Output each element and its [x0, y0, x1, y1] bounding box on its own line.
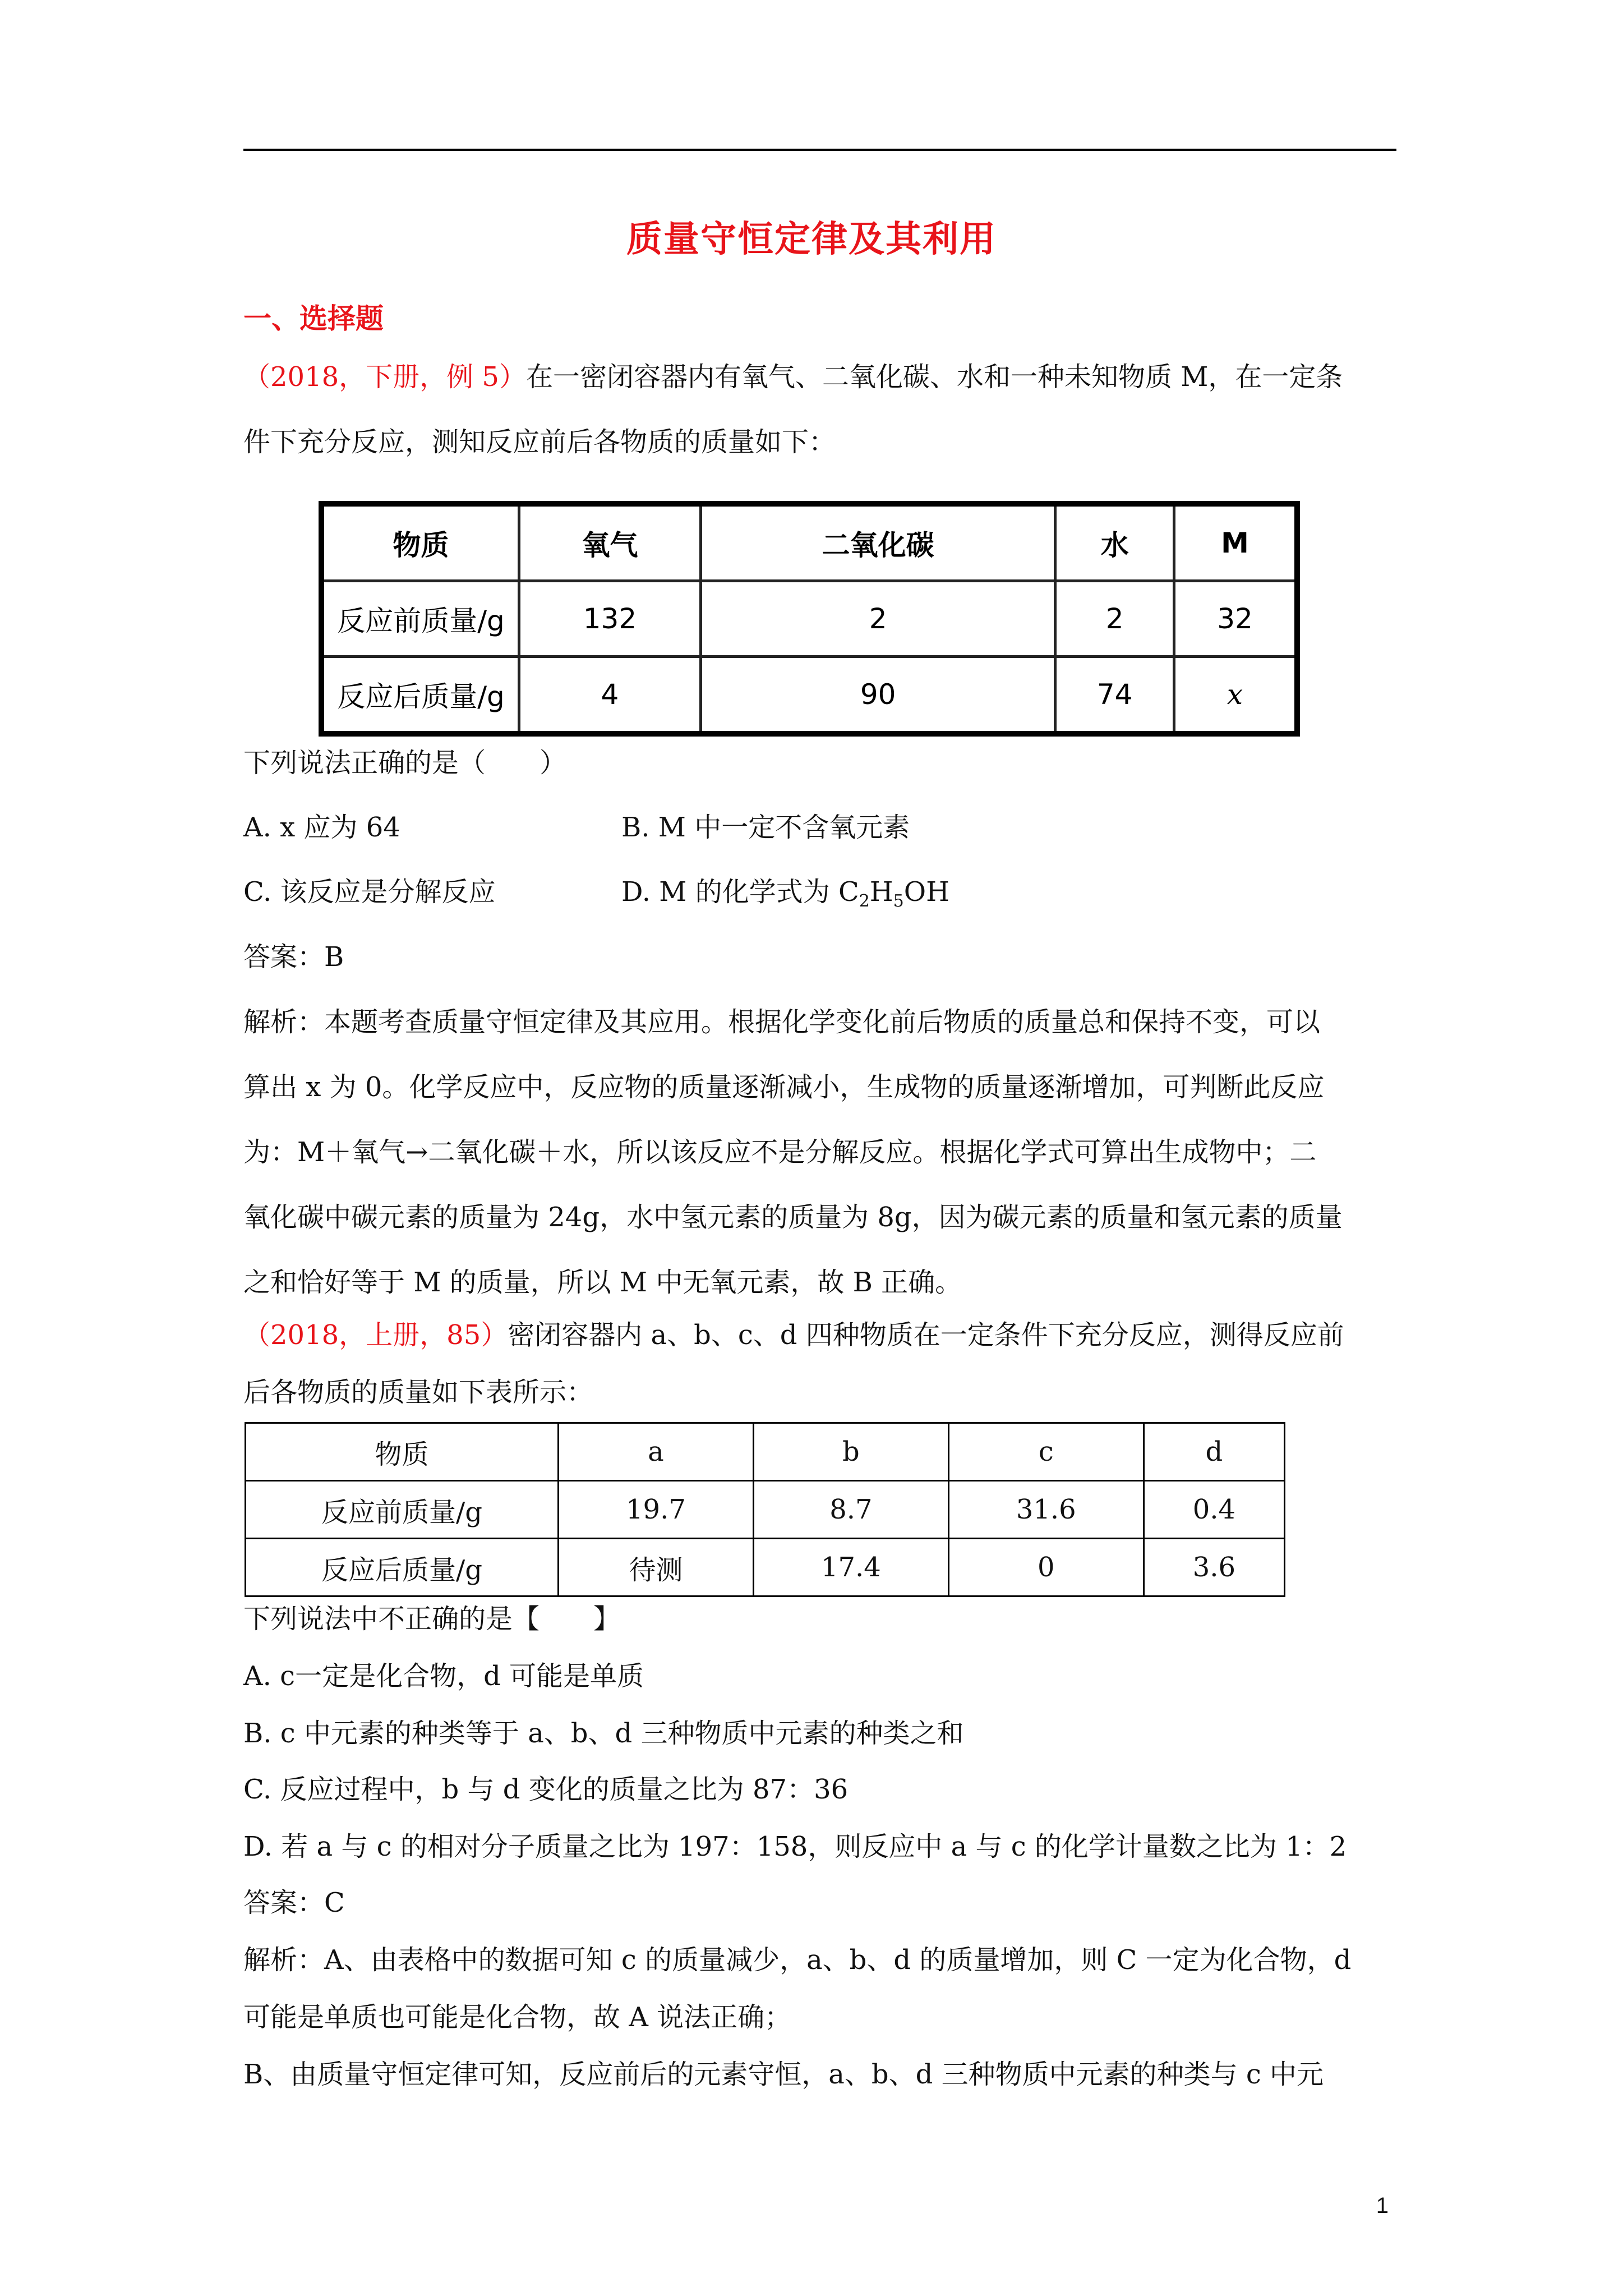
table-cell: 2 — [700, 581, 1055, 657]
q1-option-d-prefix: D. M 的化学式为 C — [621, 876, 859, 908]
table-header-row — [321, 504, 1297, 581]
q2-answer: 答案：C — [243, 1887, 345, 1918]
q1-stem-text-1: 在一密闭容器内有氧气、二氧化碳、水和一种未知物质 M，在一定条 — [525, 361, 1343, 393]
table-cell: 132 — [519, 581, 701, 657]
table-cell: 反应前质量/g — [246, 1481, 559, 1539]
table-header-cell: 二氧化碳 — [700, 504, 1055, 581]
q2-option-a: A. c一定是化合物，d 可能是单质 — [243, 1660, 644, 1692]
table-cell: 31.6 — [948, 1481, 1144, 1539]
table-row — [321, 656, 1297, 734]
header-rule — [243, 149, 1396, 151]
table-row — [246, 1481, 1285, 1539]
table-header-cell: 水 — [1055, 504, 1174, 581]
q2-source: （2018，上册，85） — [243, 1319, 508, 1351]
q1-option-b: B. M 中一定不含氧元素 — [621, 812, 910, 843]
table-row — [246, 1539, 1285, 1596]
table-cell: 反应后质量/g — [321, 656, 519, 734]
q1-analysis-line: 为：M＋氧气→二氧化碳＋水，所以该反应不是分解反应。根据化学式可算出生成物中；二 — [243, 1137, 1317, 1168]
q2-prompt: 下列说法中不正确的是【 】 — [243, 1603, 621, 1635]
table-header-cell: a — [559, 1423, 754, 1481]
page-title: 质量守恒定律及其利用 — [626, 218, 997, 260]
q1-option-c: C. 该反应是分解反应 — [243, 876, 496, 908]
q2-data-table — [245, 1422, 1285, 1597]
q1-option-d-mid: H — [869, 876, 893, 908]
table-cell: 反应后质量/g — [246, 1539, 559, 1596]
table-header-cell: 物质 — [246, 1423, 559, 1481]
table-header-cell: d — [1144, 1423, 1284, 1481]
subscript: 2 — [859, 891, 870, 911]
q2-stem-line-1 — [243, 1318, 1344, 1352]
q1-source: （2018，下册，例 5） — [243, 361, 526, 393]
table-cell: 0.4 — [1144, 1481, 1284, 1539]
subscript: 5 — [893, 891, 904, 911]
q1-analysis-line: 之和恰好等于 M 的质量，所以 M 中无氧元素，故 B 正确。 — [243, 1267, 962, 1298]
table-cell: 0 — [948, 1539, 1144, 1596]
table-header-cell: M — [1174, 504, 1297, 581]
table-cell: 90 — [700, 656, 1055, 734]
table-cell: 17.4 — [753, 1539, 948, 1596]
q1-analysis-line: 算出 x 为 0。化学反应中，反应物的质量逐渐减小，生成物的质量逐渐增加，可判断此反应 — [243, 1071, 1325, 1103]
page-number: 1 — [1376, 2193, 1389, 2218]
table-header-cell: c — [948, 1423, 1144, 1481]
table-cell: 2 — [1055, 581, 1174, 657]
q1-analysis-line: 解析：本题考查质量守恒定律及其应用。根据化学变化前后物质的质量总和保持不变，可以 — [243, 1006, 1321, 1038]
q2-analysis-line: B、由质量守恒定律可知，反应前后的元素守恒，a、b、d 三种物质中元素的种类与 c 中元 — [243, 2059, 1324, 2090]
q2-stem-text-1: 密闭容器内 a、b、c、d 四种物质在一定条件下充分反应，测得反应前 — [508, 1319, 1344, 1351]
table-cell: 8.7 — [753, 1481, 948, 1539]
q1-stem-line-2: 件下充分反应，测知反应前后各物质的质量如下： — [243, 426, 836, 458]
q2-analysis-line: 可能是单质也可能是化合物，故 A 说法正确； — [243, 2001, 792, 2033]
table-header-cell: 氧气 — [519, 504, 701, 581]
table-cell: 74 — [1055, 656, 1174, 734]
table-header-cell: 物质 — [321, 504, 519, 581]
q1-option-d-suffix: OH — [903, 876, 949, 908]
section-heading: 一、选择题 — [243, 302, 384, 335]
q1-option-d — [621, 875, 949, 909]
q2-stem-line-2: 后各物质的质量如下表所示： — [243, 1377, 594, 1408]
q1-answer: 答案：B — [243, 941, 344, 973]
table-cell: x — [1174, 656, 1297, 734]
table-cell: 3.6 — [1144, 1539, 1284, 1596]
q2-option-c: C. 反应过程中，b 与 d 变化的质量之比为 87：36 — [243, 1774, 849, 1805]
q1-data-table — [319, 501, 1300, 737]
table-header-cell: b — [753, 1423, 948, 1481]
q1-stem-line-1 — [243, 360, 1343, 394]
q2-option-b: B. c 中元素的种类等于 a、b、d 三种物质中元素的种类之和 — [243, 1718, 964, 1749]
q2-analysis-line: 解析：A、由表格中的数据可知 c 的质量减少，a、b、d 的质量增加，则 C 一定为化合物，d — [243, 1944, 1352, 1976]
table-row — [321, 581, 1297, 657]
table-cell: 4 — [519, 656, 701, 734]
q1-prompt: 下列说法正确的是（ ） — [243, 747, 567, 779]
table-cell: 19.7 — [559, 1481, 754, 1539]
table-cell: 待测 — [559, 1539, 754, 1596]
table-header-row — [246, 1423, 1285, 1481]
q1-analysis-line: 氧化碳中碳元素的质量为 24g，水中氢元素的质量为 8g，因为碳元素的质量和氢元素的质量 — [243, 1202, 1343, 1233]
q1-option-a: A. x 应为 64 — [243, 812, 400, 843]
table-cell: 32 — [1174, 581, 1297, 657]
q2-option-d: D. 若 a 与 c 的相对分子质量之比为 197：158，则反应中 a 与 c 的化学计量数之比为 1：2 — [243, 1831, 1347, 1862]
table-cell: 反应前质量/g — [321, 581, 519, 657]
